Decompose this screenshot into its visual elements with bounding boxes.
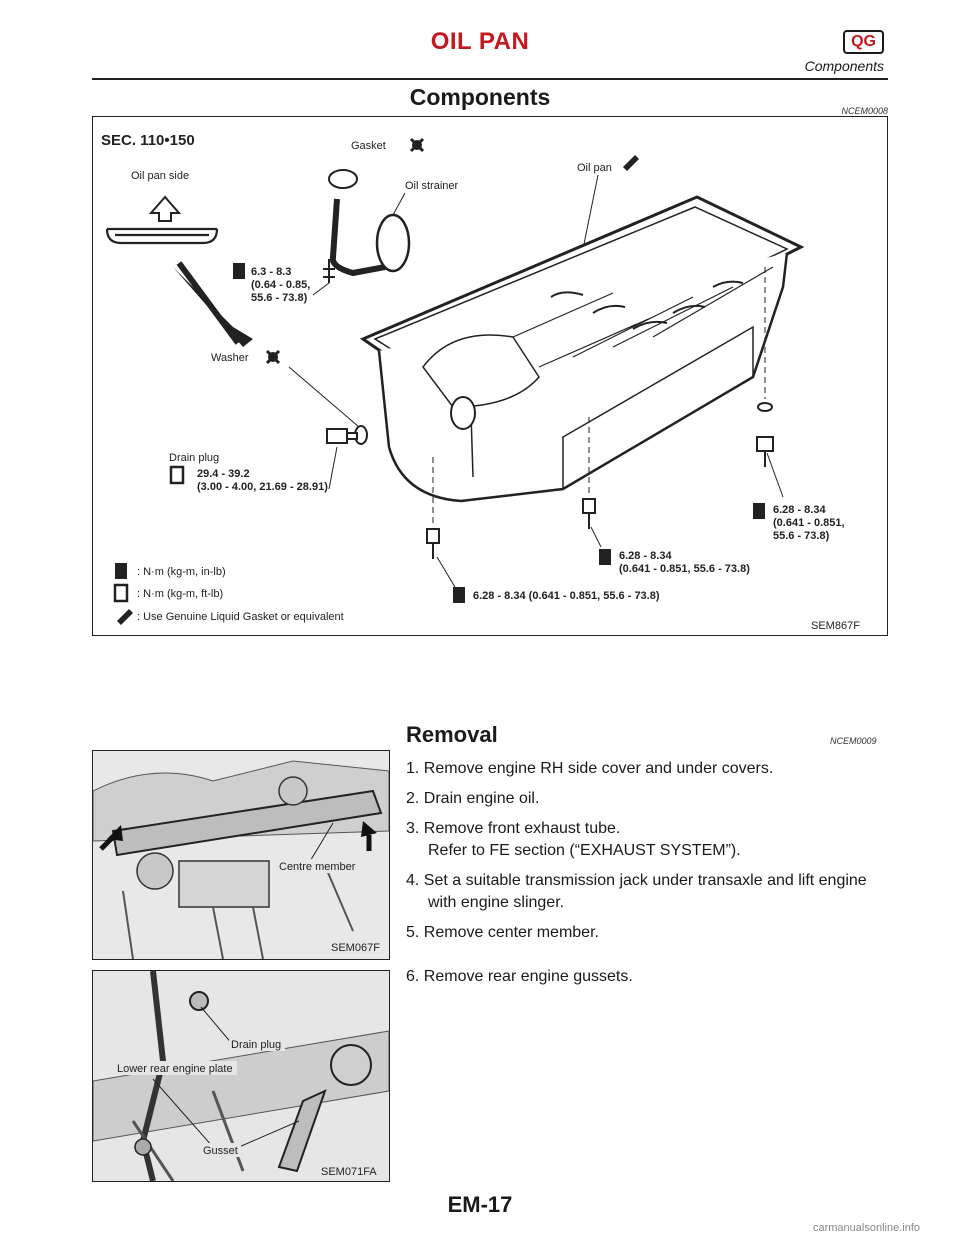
header-subtitle: Components (804, 58, 884, 74)
removal-steps (406, 758, 896, 952)
strainer-screen (377, 215, 409, 271)
label-centre-member: Centre member (279, 861, 356, 873)
drain-plug-bolt (327, 429, 357, 443)
torque-symbol-icon (233, 263, 245, 279)
torque-right-line1: 6.28 - 8.34 (773, 504, 826, 516)
torque-a-line2: (0.64 - 0.85, (251, 279, 311, 291)
label-drain-plug-2: Drain plug (231, 1039, 282, 1051)
watermark: carmanualsonline.info (812, 1222, 920, 1234)
legend-liquid-gasket-icon (117, 609, 133, 625)
removal-figure-centre-member (92, 750, 390, 960)
label-oil-pan: Oil pan (577, 162, 612, 174)
legend-inlb: : N·m (kg-m, in-lb) (137, 566, 226, 578)
step-3-sub: Refer to FE section (“EXHAUST SYSTEM”). (428, 842, 741, 859)
torque-a-line3: 55.6 - 73.8) (251, 292, 308, 304)
label-lower-rear-engine-plate: Lower rear engine plate (117, 1063, 233, 1075)
pan-section-profile (107, 229, 217, 243)
step-4-sub: with engine slinger. (428, 894, 565, 911)
label-gasket: Gasket (351, 140, 386, 152)
removal-figure-gusset (92, 970, 390, 1182)
torque-symbol-icon (753, 503, 765, 519)
label-oil-strainer: Oil strainer (405, 180, 459, 192)
torque-mid-line2: (0.641 - 0.851, 55.6 - 73.8) (619, 563, 750, 575)
torque-drain-line2: (3.00 - 4.00, 21.69 - 28.91) (197, 481, 328, 493)
arrow-up-icon (151, 197, 179, 221)
torque-symbol-icon (599, 549, 611, 565)
step-4: 4. Set a suitable transmission jack under transaxle and lift engine with engine slinger. (406, 870, 896, 914)
sec-number: SEC. 110•150 (101, 132, 195, 149)
torque-right-line2: (0.641 - 0.851, (773, 517, 845, 529)
torque-bottom-text: 6.28 - 8.34 (0.641 - 0.851, 55.6 - 73.8) (473, 590, 660, 602)
section-title-components: Components (409, 84, 551, 110)
label-gusset: Gusset (203, 1145, 238, 1157)
header-rule (92, 78, 888, 80)
figure-ref-sem071fa: SEM071FA (321, 1166, 377, 1178)
step-2: 2. Drain engine oil. (406, 790, 540, 807)
washer-symbol-icon (267, 351, 279, 363)
drain-plug-icon (190, 992, 208, 1010)
section-title-removal: Removal (406, 722, 498, 747)
oil-pan-drawing (363, 197, 801, 501)
section-code-components: NCEM0008 (841, 106, 888, 116)
torque-ftlb-icon (171, 467, 183, 483)
step-1: 1. Remove engine RH side cover and under covers. (406, 760, 774, 777)
legend-ftlb: : N·m (kg-m, ft-lb) (137, 588, 224, 600)
torque-drain-line1: 29.4 - 39.2 (197, 468, 250, 480)
figure-ref-sem067f: SEM067F (331, 942, 380, 954)
legend-torque-inlb-icon (115, 563, 127, 579)
model-badge: QG (843, 30, 884, 54)
page-header-title: OIL PAN (430, 28, 530, 55)
gasket-symbol-icon (411, 139, 423, 151)
torque-a-line1: 6.3 - 8.3 (251, 266, 292, 278)
step-3: 3. Remove front exhaust tube. Refer to FE section (“EXHAUST SYSTEM”). (406, 818, 896, 862)
step-6: 6. Remove rear engine gussets. (406, 968, 633, 985)
strainer-gasket-ring (329, 170, 357, 188)
torque-right-line3: 55.6 - 73.8) (773, 530, 830, 542)
components-figure (92, 116, 888, 636)
torque-symbol-icon (453, 587, 465, 603)
section-code-removal: NCEM0009 (830, 736, 877, 746)
bolt-left (427, 529, 439, 559)
label-washer: Washer (211, 352, 249, 364)
legend-liquid-gasket: : Use Genuine Liquid Gasket or equivalent (137, 611, 344, 623)
torque-mid-line1: 6.28 - 8.34 (619, 550, 672, 562)
bolt-right (757, 407, 773, 467)
label-oil-pan-side: Oil pan side (131, 170, 190, 182)
bolt-middle (583, 499, 595, 529)
label-drain-plug: Drain plug (169, 452, 220, 464)
step-5: 5. Remove center member. (406, 924, 599, 941)
figure-ref-sem867f: SEM867F (811, 620, 860, 632)
legend-torque-ftlb-icon (115, 585, 127, 601)
page-number: EM-17 (447, 1192, 513, 1217)
liquid-gasket-icon (623, 155, 639, 171)
